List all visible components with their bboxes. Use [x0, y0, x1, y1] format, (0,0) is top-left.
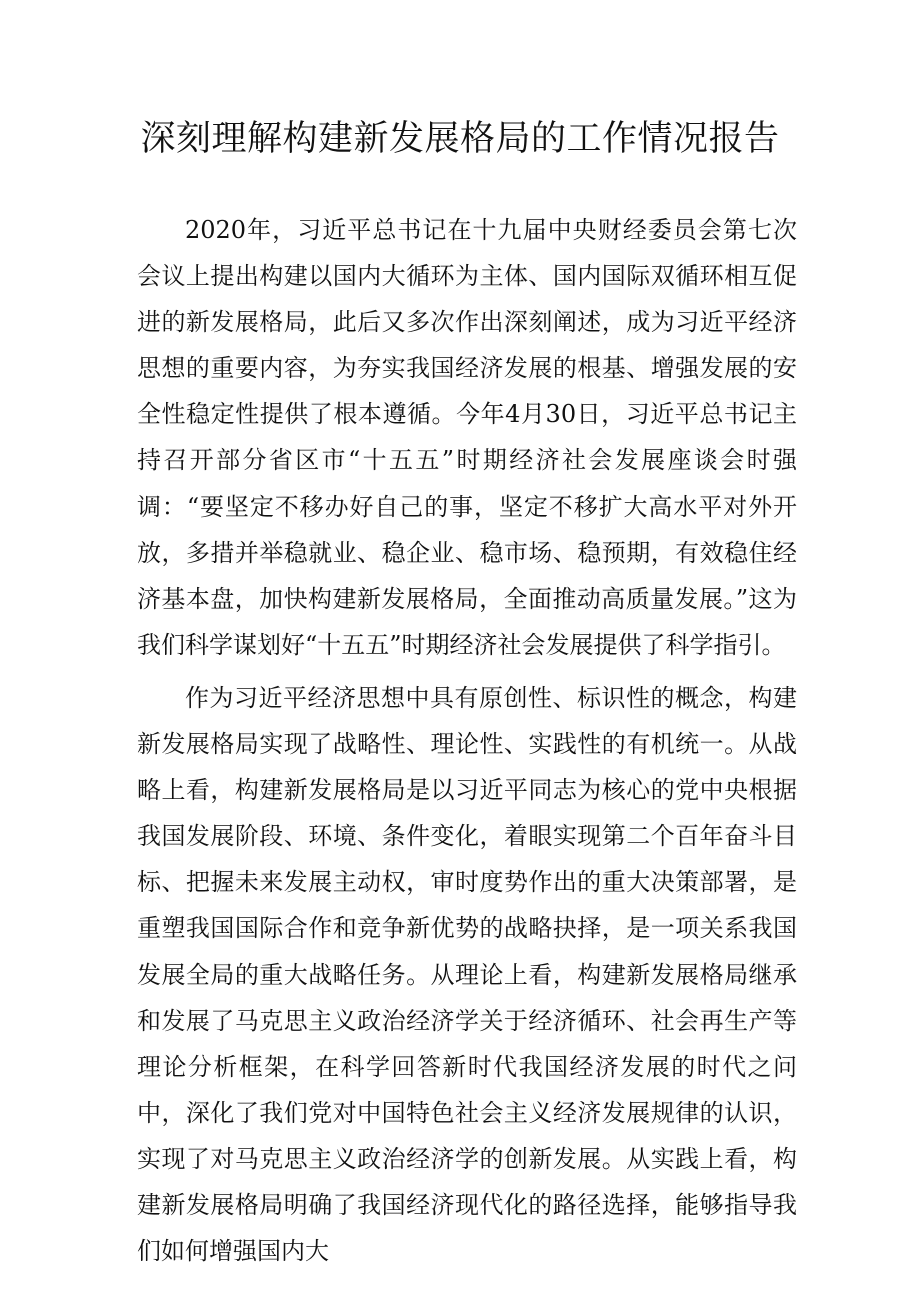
- document-body: [137, 207, 797, 1281]
- document-title: 深刻理解构建新发展格局的工作情况报告: [140, 119, 780, 159]
- paragraph-2: 作为习近平经济思想中具有原创性、标识性的概念，构建新发展格局实现了战略性、理论性、实践性的有机统一。从战略上看，构建新发展格局是以习近平同志为核心的党中央根据我国发展阶段、环境、条件变化，着眼实现第二个百年奋斗目标、把握未来发展主动权，审时度势作出的重大决策部署，是重塑我国国际合作和竞争新优势的战略抉择，是一项关系我国发展全局的重大战略任务。从理论上看，构建新发展格局继承和发展了马克思主义政治经济学关于经济循环、社会再生产等理论分析框架，在科学回答新时代我国经济发展的时代之问中，深化了我们党对中国特色社会主义经济发展规律的认识，实现了对马克思主义政治经济学的创新发展。从实践上看，构建新发展格局明确了我国经济现代化的路径选择，能够指导我们如何增强国内大: [137, 683, 797, 1266]
- paragraph-1: 2020年，习近平总书记在十九届中央财经委员会第七次会议上提出构建以国内大循环为主体、国内国际双循环相互促进的新发展格局，此后又多次作出深刻阐述，成为习近平经济思想的重要内容，为夯实我国经济发展的根基、增强发展的安全性稳定性提供了根本遵循。今年4月30日，习近平总书记主持召开部分省区市“十五五”时期经济社会发展座谈会时强调：“要坚定不移办好自己的事，坚定不移扩大高水平对外开放，多措并举稳就业、稳企业、稳市场、稳预期，有效稳住经济基本盘，加快构建新发展格局，全面推动高质量发展。”这为我们科学谋划好“十五五”时期经济社会发展提供了科学指引。: [137, 216, 797, 659]
